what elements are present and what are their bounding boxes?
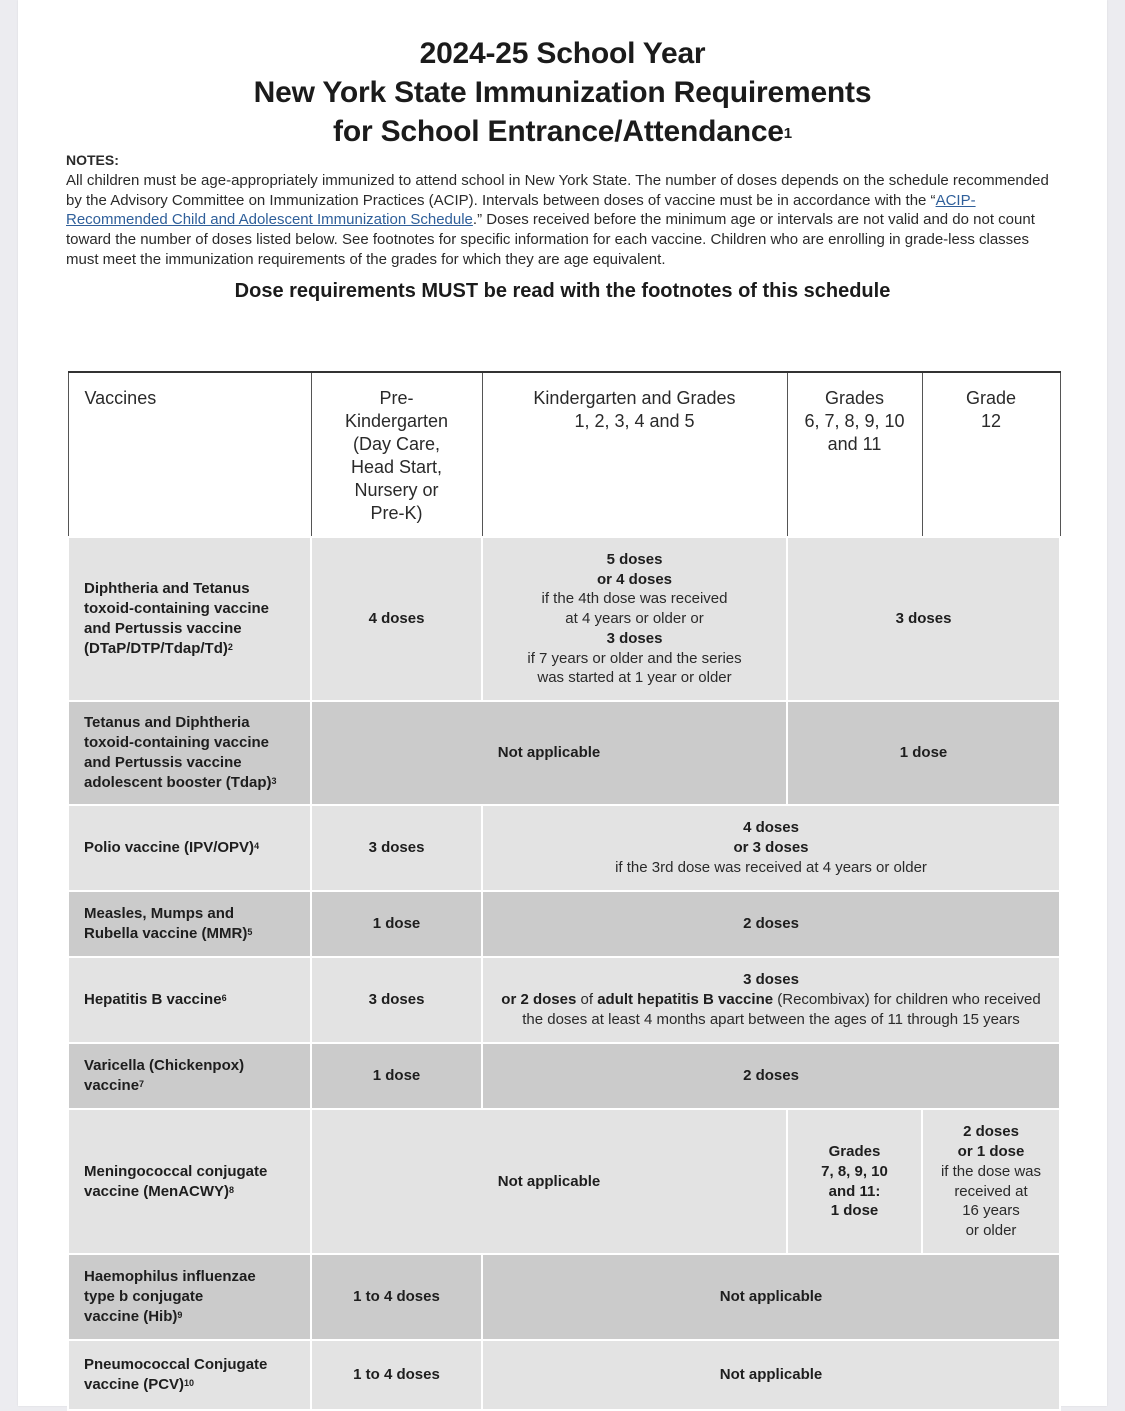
header-k5-line: Kindergarten and Grades	[533, 388, 736, 408]
vaccine-name-mmr	[68, 891, 311, 957]
vaccine-name-line: Varicella (Chickenpox)	[84, 1057, 245, 1075]
mmr-prek: 1 dose	[311, 891, 482, 957]
hepb-k12-text: adult hepatitis B vaccine	[597, 991, 774, 1009]
vaccine-name-menacwy	[68, 1109, 311, 1254]
hepb-k12-text: (Recombivax) for children who received	[773, 991, 1041, 1009]
header-grade-12	[922, 372, 1060, 537]
notes-section	[66, 151, 1056, 270]
polio-prek: 3 doses	[311, 805, 482, 891]
page-title	[0, 34, 1125, 151]
footnote-marker: 4	[254, 841, 260, 852]
title-entrance-text: for School Entrance/Attendance	[333, 115, 784, 149]
hepb-k12-line: the doses at least 4 months apart between the ages of 11 through 15 years	[522, 1010, 1020, 1028]
pcv-prek: 1 to 4 doses	[311, 1340, 482, 1410]
header-prek-line: (Day Care,	[352, 434, 441, 454]
table-row-mmr	[68, 891, 1060, 957]
title-footnote-marker: 1	[783, 125, 792, 143]
hib-k-12: Not applicable	[482, 1254, 1060, 1340]
table-row-dtap	[68, 537, 1060, 701]
dose-requirements-note: Dose requirements MUST be read with the footnotes of this schedule	[234, 280, 891, 302]
header-vaccines: Vaccines	[68, 372, 311, 537]
header-prek-line: Pre-K)	[370, 503, 423, 523]
tdap-grades-6-12: 1 dose	[787, 701, 1060, 805]
dtap-k5-line: 5 doses	[606, 550, 663, 568]
vaccine-name-line: Meningococcal conjugate	[84, 1162, 268, 1180]
menacwy-g12-line: received at	[954, 1182, 1028, 1200]
vaccine-name-line: Tetanus and Diphtheria	[84, 714, 250, 732]
vaccine-name-line: adolescent booster (Tdap)	[84, 773, 272, 791]
vaccine-name-polio	[68, 805, 311, 891]
hepb-k12-text: of	[576, 991, 598, 1009]
menacwy-prek-k5: Not applicable	[311, 1109, 787, 1254]
menacwy-g12-line: if the dose was	[940, 1162, 1042, 1180]
table-row-tdap	[68, 701, 1060, 805]
footnote-marker: 7	[139, 1079, 145, 1089]
footnote-marker: 5	[247, 927, 253, 937]
header-grades-6-11	[787, 372, 922, 537]
vaccine-name-line: type b conjugate	[84, 1288, 204, 1306]
vaccine-name-line: vaccine	[84, 1077, 140, 1094]
hepb-k12-text: or 2 doses	[501, 991, 577, 1009]
polio-k12-line: 4 doses	[743, 819, 799, 837]
menacwy-g7-11-line: 7, 8, 9, 10	[821, 1162, 888, 1180]
dtap-prek: 4 doses	[311, 537, 482, 701]
table-row-polio	[68, 805, 1060, 891]
dtap-k5-line: 3 doses	[606, 629, 663, 647]
menacwy-g7-11-line: and 11:	[828, 1182, 881, 1200]
hepb-k-12	[482, 957, 1060, 1043]
vaccine-name-line: toxoid-containing vaccine	[84, 734, 270, 752]
table-row-hib	[68, 1254, 1060, 1340]
varicella-k-12: 2 doses	[482, 1043, 1060, 1109]
footnote-marker: 10	[184, 1378, 195, 1388]
table-row-menacwy	[68, 1109, 1060, 1254]
vaccine-name-varicella	[68, 1043, 311, 1109]
vaccine-name-hib	[68, 1254, 311, 1340]
menacwy-g12-line: or 1 dose	[957, 1142, 1025, 1160]
header-g12-line: 12	[980, 411, 1002, 431]
tdap-prek-k5: Not applicable	[311, 701, 787, 805]
menacwy-g12-line: 16 years	[962, 1202, 1020, 1220]
menacwy-g7-11-line: 1 dose	[830, 1202, 879, 1220]
header-prek-line: Nursery or	[354, 480, 439, 500]
hepb-k12-line: 3 doses	[743, 971, 799, 989]
table-row-varicella	[68, 1043, 1060, 1109]
dtap-k5-line: at 4 years or older or	[565, 610, 704, 628]
table-row-hepb	[68, 957, 1060, 1043]
header-k5-line: 1, 2, 3, 4 and 5	[574, 411, 695, 431]
dtap-k5	[482, 537, 787, 701]
header-k-5	[482, 372, 787, 537]
dtap-grades-6-12: 3 doses	[787, 537, 1060, 701]
vaccine-name-line: Measles, Mumps and	[84, 905, 235, 923]
vaccine-name-line: vaccine (MenACWY)	[84, 1182, 230, 1200]
vaccine-name-line: Haemophilus influenzae	[84, 1268, 256, 1286]
vaccine-name-line: Rubella vaccine (MMR)	[84, 925, 248, 942]
notes-heading: NOTES:	[66, 152, 119, 168]
title-school-year: 2024-25 School Year	[419, 37, 706, 71]
footnote-marker: 8	[229, 1184, 235, 1195]
vaccine-name-line: vaccine (Hib)	[84, 1307, 178, 1325]
vaccine-name-line: Polio vaccine (IPV/OPV)	[84, 839, 255, 857]
vaccine-name-line: Pneumococcal Conjugate	[84, 1356, 268, 1374]
title-requirements: New York State Immunization Requirements	[253, 76, 872, 110]
dtap-k5-line: was started at 1 year or older	[537, 669, 732, 687]
vaccine-name-line: Hepatitis B vaccine	[84, 991, 222, 1009]
header-prek	[311, 372, 482, 537]
vaccine-name-line: (DTaP/DTP/Tdap/Td)	[84, 639, 228, 657]
notes-text-before-link: All children must be age-appropriately immunized to attend school in New York State. The number of doses depends on the schedule recommended by the Advisory Committee on Immunization Practices (ACIP). Intervals between doses of vaccine must be in accordance with the “	[66, 171, 1049, 209]
vaccine-name-tdap	[68, 701, 311, 805]
table-header-row	[68, 372, 1060, 537]
header-prek-line: Head Start,	[350, 457, 443, 477]
footnote-marker: 2	[227, 641, 233, 652]
dtap-k5-line: if 7 years or older and the series	[527, 649, 742, 667]
header-g6-11-line: 6, 7, 8, 9, 10	[804, 411, 905, 431]
title-entrance	[0, 112, 1125, 151]
vaccine-name-pcv	[68, 1340, 311, 1410]
header-g6-11-line: and 11	[827, 434, 882, 454]
header-g6-11-line: Grades	[824, 388, 885, 408]
footnote-marker: 6	[221, 993, 227, 1004]
header-prek-line: Pre-	[379, 388, 414, 408]
polio-k12-line: or 3 doses	[733, 839, 809, 857]
notes-text-after-link: .” Doses received before the minimum age or intervals are not valid and do not count toward the number of doses listed below. See footnotes for specific information for each vaccine. Children who are enrolling in grade-less classes must meet the immunization requirements of the grades for which they are age equivalent.	[66, 211, 1035, 268]
dtap-k5-line: if the 4th dose was received	[541, 590, 728, 608]
hib-prek: 1 to 4 doses	[311, 1254, 482, 1340]
table-row-pcv	[68, 1340, 1060, 1410]
dtap-k5-line: or 4 doses	[596, 570, 673, 588]
acip-schedule-link[interactable]: ACIP-Recommended Child and Adolescent Immunization Schedule	[66, 191, 976, 229]
menacwy-g12-line: or older	[965, 1222, 1017, 1240]
footnote-marker: 9	[177, 1309, 183, 1320]
varicella-prek: 1 dose	[311, 1043, 482, 1109]
mmr-k-12: 2 doses	[482, 891, 1060, 957]
vaccine-name-dtap	[68, 537, 311, 701]
vaccine-name-line: Diphtheria and Tetanus	[84, 580, 250, 598]
menacwy-g7-11-line: Grades	[828, 1142, 881, 1160]
vaccine-name-line: and Pertussis vaccine	[84, 620, 242, 637]
menacwy-g12-line: 2 doses	[963, 1123, 1019, 1141]
polio-k-12	[482, 805, 1060, 891]
header-prek-line: Kindergarten	[344, 411, 449, 431]
footnote-marker: 3	[271, 775, 277, 786]
vaccine-name-line: vaccine (PCV)	[84, 1376, 185, 1393]
menacwy-grade-12	[922, 1109, 1060, 1254]
vaccine-name-line: toxoid-containing vaccine	[84, 600, 270, 618]
vaccine-name-hepb	[68, 957, 311, 1043]
vaccine-name-line: and Pertussis vaccine	[84, 754, 242, 771]
hepb-prek: 3 doses	[311, 957, 482, 1043]
pcv-k-12: Not applicable	[482, 1340, 1060, 1410]
menacwy-grades-7-11	[787, 1109, 922, 1254]
immunization-table	[67, 371, 1061, 1411]
polio-k12-line: if the 3rd dose was received at 4 years or older	[615, 858, 927, 876]
header-g12-line: Grade	[965, 388, 1017, 408]
